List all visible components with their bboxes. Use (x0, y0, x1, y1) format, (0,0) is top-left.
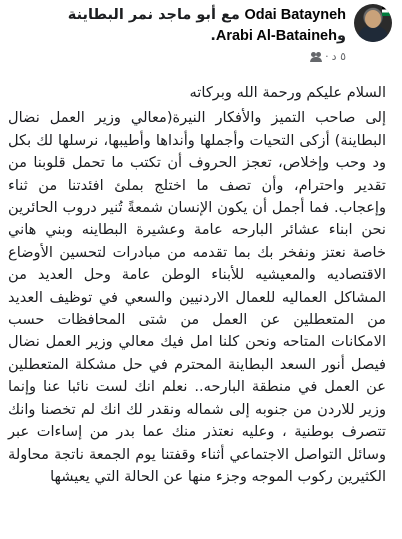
friends-icon[interactable] (310, 52, 322, 62)
flag-icon (382, 6, 390, 16)
with-text: مع أبو ماجد نمر البطاينة (67, 7, 240, 23)
post-header-text (6, 5, 346, 47)
post-meta (310, 50, 346, 63)
author-avatar[interactable] (354, 4, 392, 42)
trailing-dot: . (210, 28, 216, 44)
post-time[interactable]: ٥ د (331, 50, 346, 63)
post-body-text: إلى صاحب التميز والأفكار النيرة(معالي وزير العمل نضال البطاينة) أزكى التحيات وأجملها وأنداها وأطيبها، نرسلها لك بكل ود وحب وإخلاص، تعجز الحروف أن تكتب ما تحمل قلوبنا من تقدير واحترام، وأن تصف ما اختلج بملئ افئدتنا من ثناء وإعجاب. فما أجمل أن يكون الإنسان شمعةً تُنير دروب الحائرين نحن ابناء عشائر البارحه عامة وعشيرة البطاينه وبني هاني خاصة نعتز ونفخر بك بما تقدمه من مبادرات لتحسين الأوضاع الاقتصاديه والمعيشيه للأبناء الوطن عامة وحل العديد من المشاكل العماليه للعمال الاردنيين والسعي في توظيف العديد من المتعطلين عن العمل من شتى المحافظات حسب الامكانات المتاحه ونحن كلنا امل فيك معالي وزير العمل نضال فيصل أنور السعد البطاينة المحترم في حل مشكلة المتعطلين عن العمل في منطقة البارحه.. نعلم انك لست نائبا عنا وإنما وزير للاردن من جنوبه إلى شماله ونقدر لك انك لم تخصنا وانك تتصرف بوطنية ، وعليه نعتذر منك عما بدر من إساءات عبر وسائل التواصل الاجتماعي أثناء وقفتنا يوم الجمعة ناتجة محاولة الكثيرين ركوب الموجه وجزء منها عن الحالة التي يعيشها (8, 109, 386, 485)
tagged-person-link[interactable]: Arabi Al-Bataineh (215, 28, 337, 44)
connector-text: و (336, 28, 346, 44)
post-header (6, 4, 392, 74)
author-name-link[interactable]: Odai Batayneh (244, 7, 346, 23)
meta-separator: · (325, 50, 329, 63)
post-content (8, 82, 386, 488)
post-greeting: السلام عليكم ورحمة الله وبركاته (189, 84, 386, 101)
